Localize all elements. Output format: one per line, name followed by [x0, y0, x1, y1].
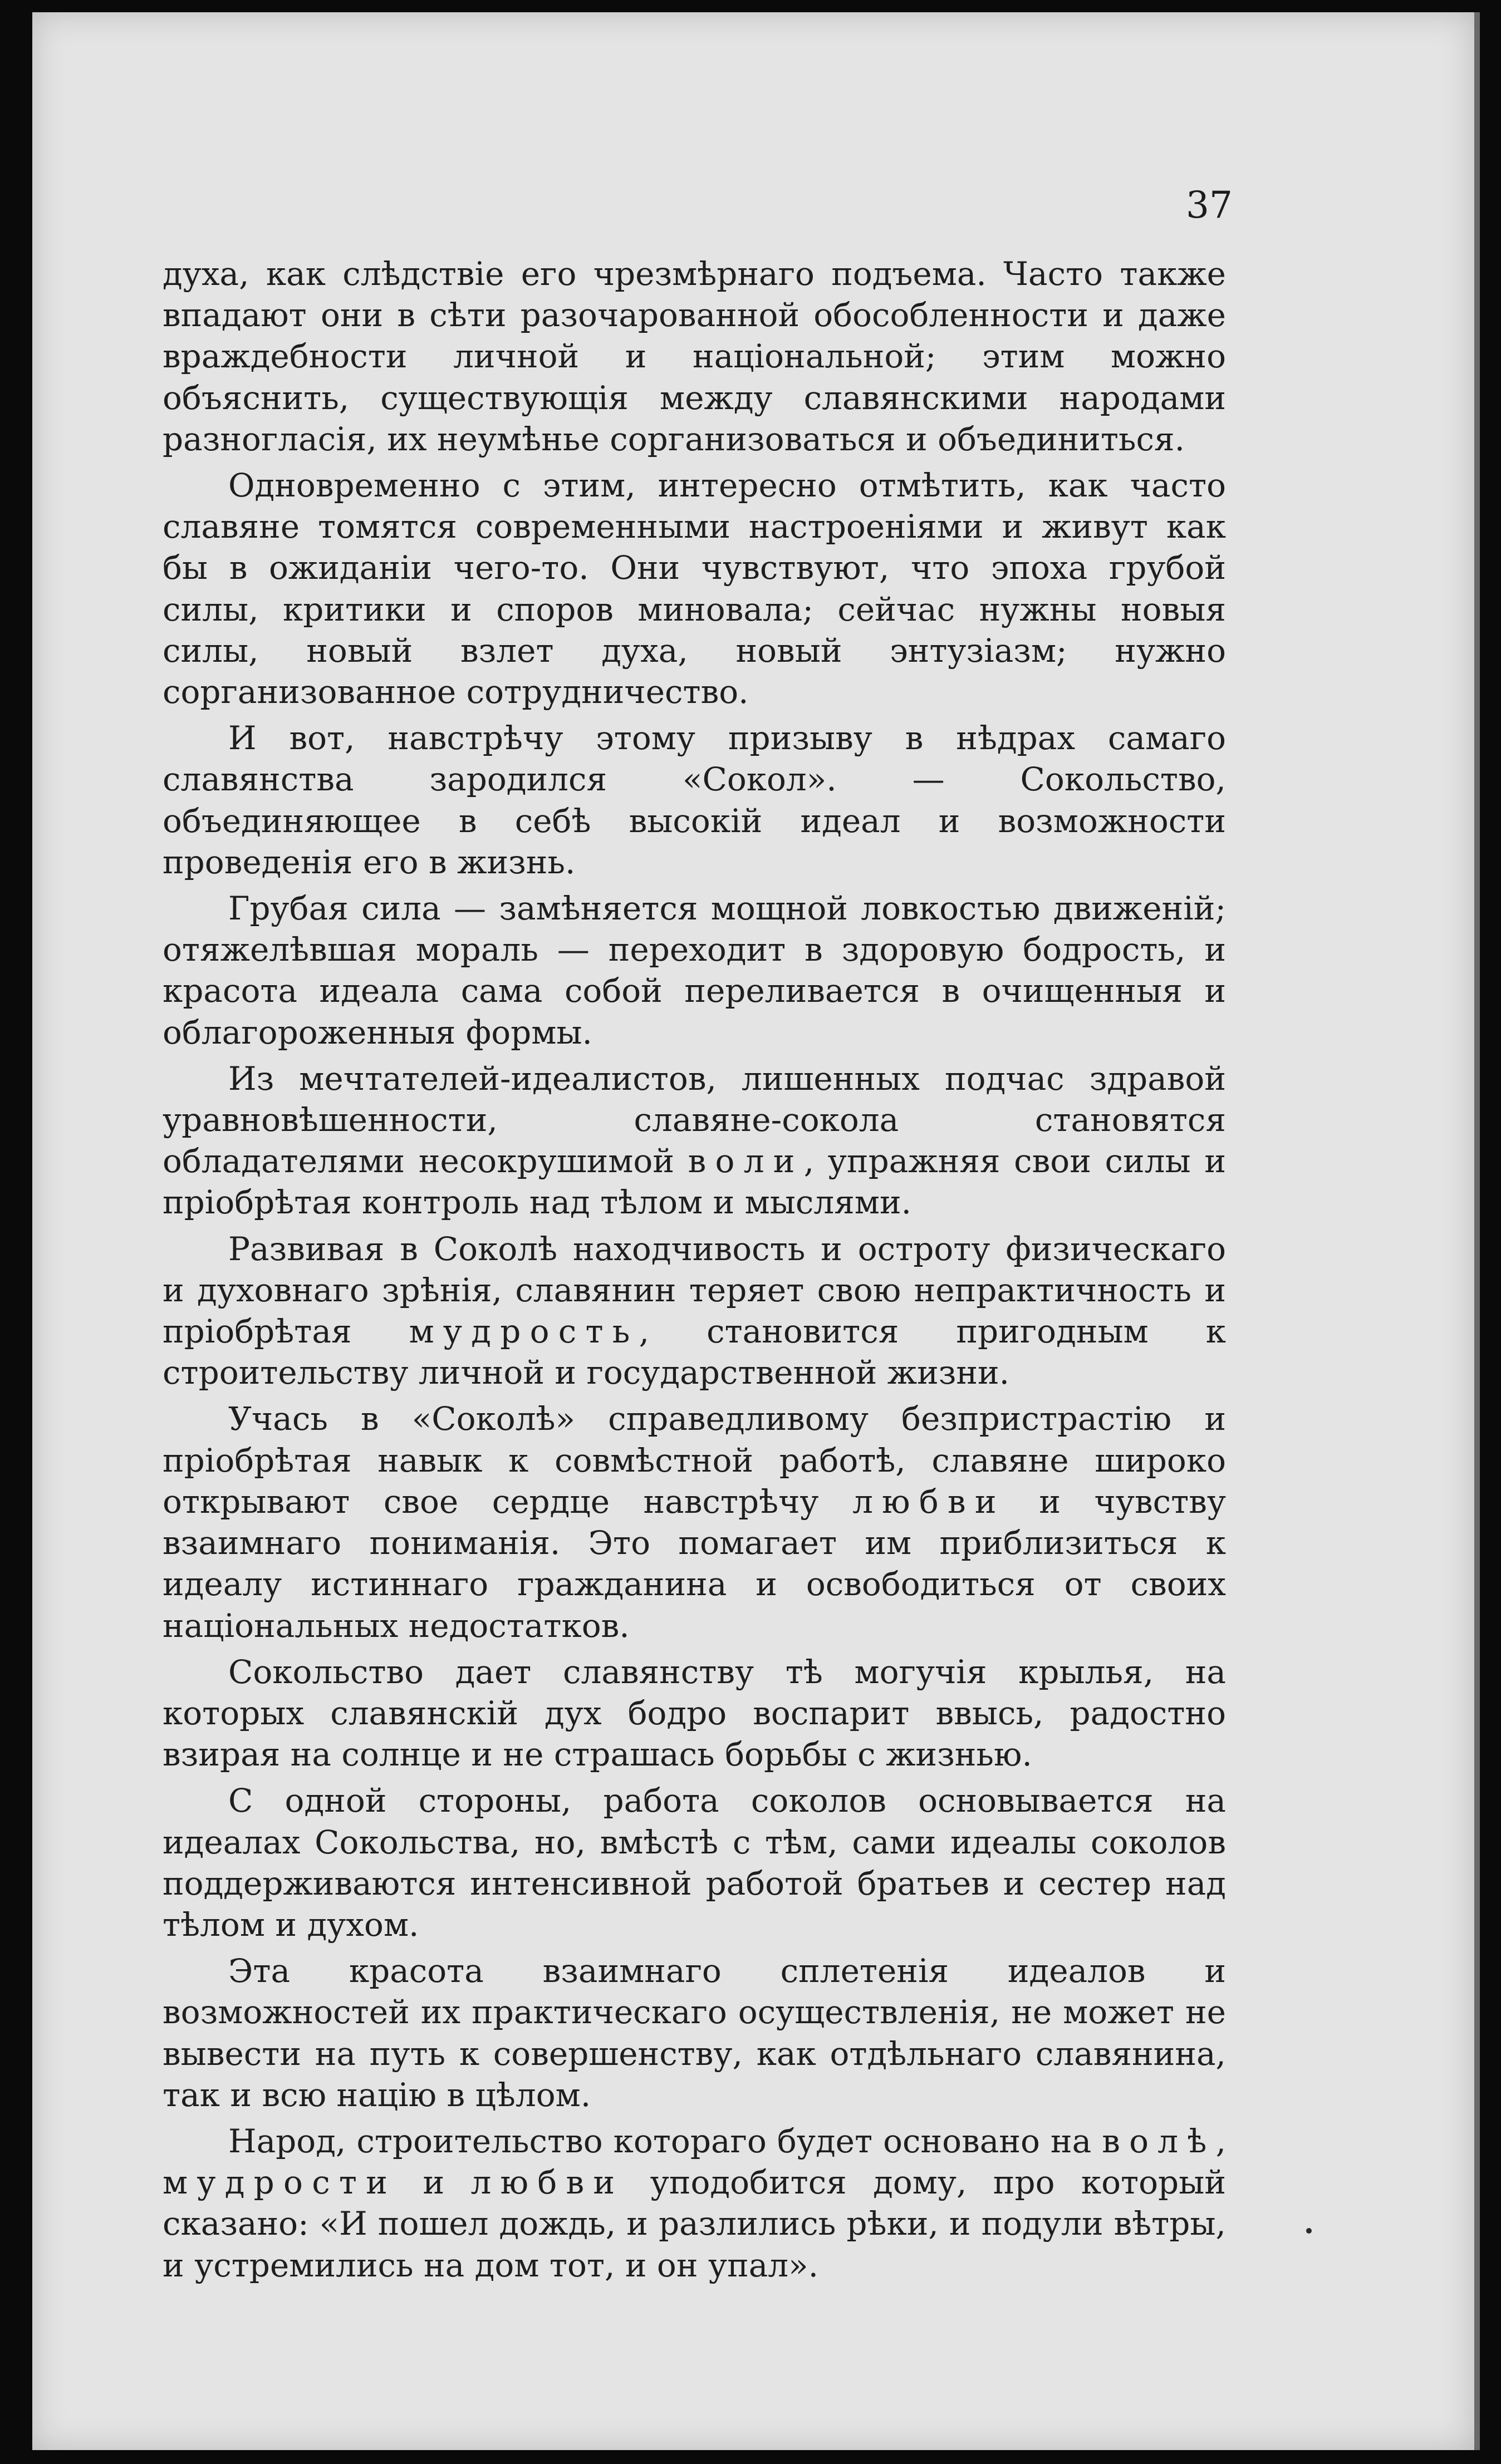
- emphasized-word: мудрости: [163, 2163, 397, 2202]
- body-text: [163, 253, 1226, 2291]
- text-run: уподобится дому, про который сказано: «И пошел дождь, и разлились рѣки, и подули вѣтры, и устремились на дом тот, и он упал».: [163, 2163, 1226, 2284]
- paragraph: [163, 2121, 1226, 2286]
- text-run: Из мечтателей-идеалистов, лишенных подчас здравой уравновѣшенности, славяне-сокола становятся обладателями несокрушимой: [163, 1059, 1226, 1181]
- paragraph: [163, 465, 1226, 712]
- text-run: и: [396, 2163, 471, 2202]
- paragraph: [163, 1950, 1226, 2116]
- text-run: Развивая в Соколѣ находчивость и остроту физическаго и духовнаго зрѣнія, славянин теряет свою непрактичность и пріобрѣтая: [163, 1229, 1226, 1351]
- emphasized-word: любви: [852, 1482, 1005, 1521]
- emphasized-word: любви: [470, 2163, 624, 2202]
- text-run: И вот, навстрѣчу этому призыву в нѣдрах самаго славянства зародился «Сокол». — Сокольство, объединяющее в себѣ высокій идеал и возможности проведенія его в жизнь.: [163, 719, 1226, 881]
- text-run: Сокольство дает славянству тѣ могучія крылья, на которых славянскій дух бодро воспарит ввысь, радостно взирая на солнце и не страшась борьбы с жизнью.: [163, 1652, 1226, 1774]
- page-edge: [1474, 12, 1480, 2450]
- paragraph: [163, 1398, 1226, 1646]
- emphasized-word: волѣ: [1102, 2122, 1216, 2160]
- paragraph: [163, 253, 1226, 460]
- text-run: Учась в «Соколѣ» справедливому безпристрастію и пріобрѣтая навык к совмѣстной работѣ, славяне широко открывают свое сердце навстрѣчу: [163, 1400, 1226, 1521]
- text-run: , становится пригодным к строительству личной и государственной жизни.: [163, 1312, 1226, 1392]
- paragraph: [163, 1058, 1226, 1223]
- text-run: Эта красота взаимнаго сплетенія идеалов и возможностей их практическаго осуществленія, не может не вывести на путь к совершенству, как отдѣльнаго славянина, так и всю націю в цѣлом.: [163, 1952, 1226, 2114]
- text-run: Грубая сила — замѣняется мощной ловкостью движеній; отяжелѣвшая мораль — переходит в здоровую бодрость, и красота идеала сама собой переливается в очищенныя и облагороженныя формы.: [163, 889, 1226, 1051]
- text-run: Народ, строительство котораго будет основано на: [228, 2122, 1102, 2160]
- page-number: 37: [1186, 184, 1233, 227]
- text-run: духа, как слѣдствіе его чрезмѣрнаго подъема. Часто также впадают они в сѣти разочарованной обособленности и даже враждебности личной и національной; этим можно объяснить, существующія между славянскими народами разногласія, их неумѣнье сорганизоваться и объединиться.: [163, 255, 1226, 458]
- text-run: и чувству взаимнаго пониманія. Это помагает им приблизиться к идеалу истиннаго гражданина и освободиться от своих національных недостатков.: [163, 1482, 1226, 1645]
- scan-speck: [1306, 2228, 1312, 2234]
- text-run: С одной стороны, работа соколов основывается на идеалах Сокольства, но, вмѣстѣ с тѣм, сами идеалы соколов поддерживаются интенсивной работой братьев и сестер над тѣлом и духом.: [163, 1782, 1226, 1944]
- emphasized-word: воли: [688, 1142, 804, 1181]
- paragraph: [163, 1780, 1226, 1945]
- paragraph: [163, 1228, 1226, 1394]
- text-run: ,: [1215, 2122, 1226, 2160]
- paragraph: [163, 717, 1226, 883]
- text-run: Одновременно с этим, интересно отмѣтить, как часто славяне томятся современными настроеніями и живут как бы в ожиданіи чего-то. Они чувствуют, что эпоха грубой силы, критики и споров миновала; сейчас нужны новыя силы, новый взлет духа, новый энтузіазм; нужно сорганизованное сотрудничество.: [163, 466, 1226, 711]
- emphasized-word: мудрость: [409, 1312, 639, 1351]
- paragraph: [163, 1651, 1226, 1776]
- paragraph: [163, 888, 1226, 1053]
- text-run: , упражняя свои силы и пріобрѣтая контроль над тѣлом и мыслями.: [163, 1142, 1226, 1222]
